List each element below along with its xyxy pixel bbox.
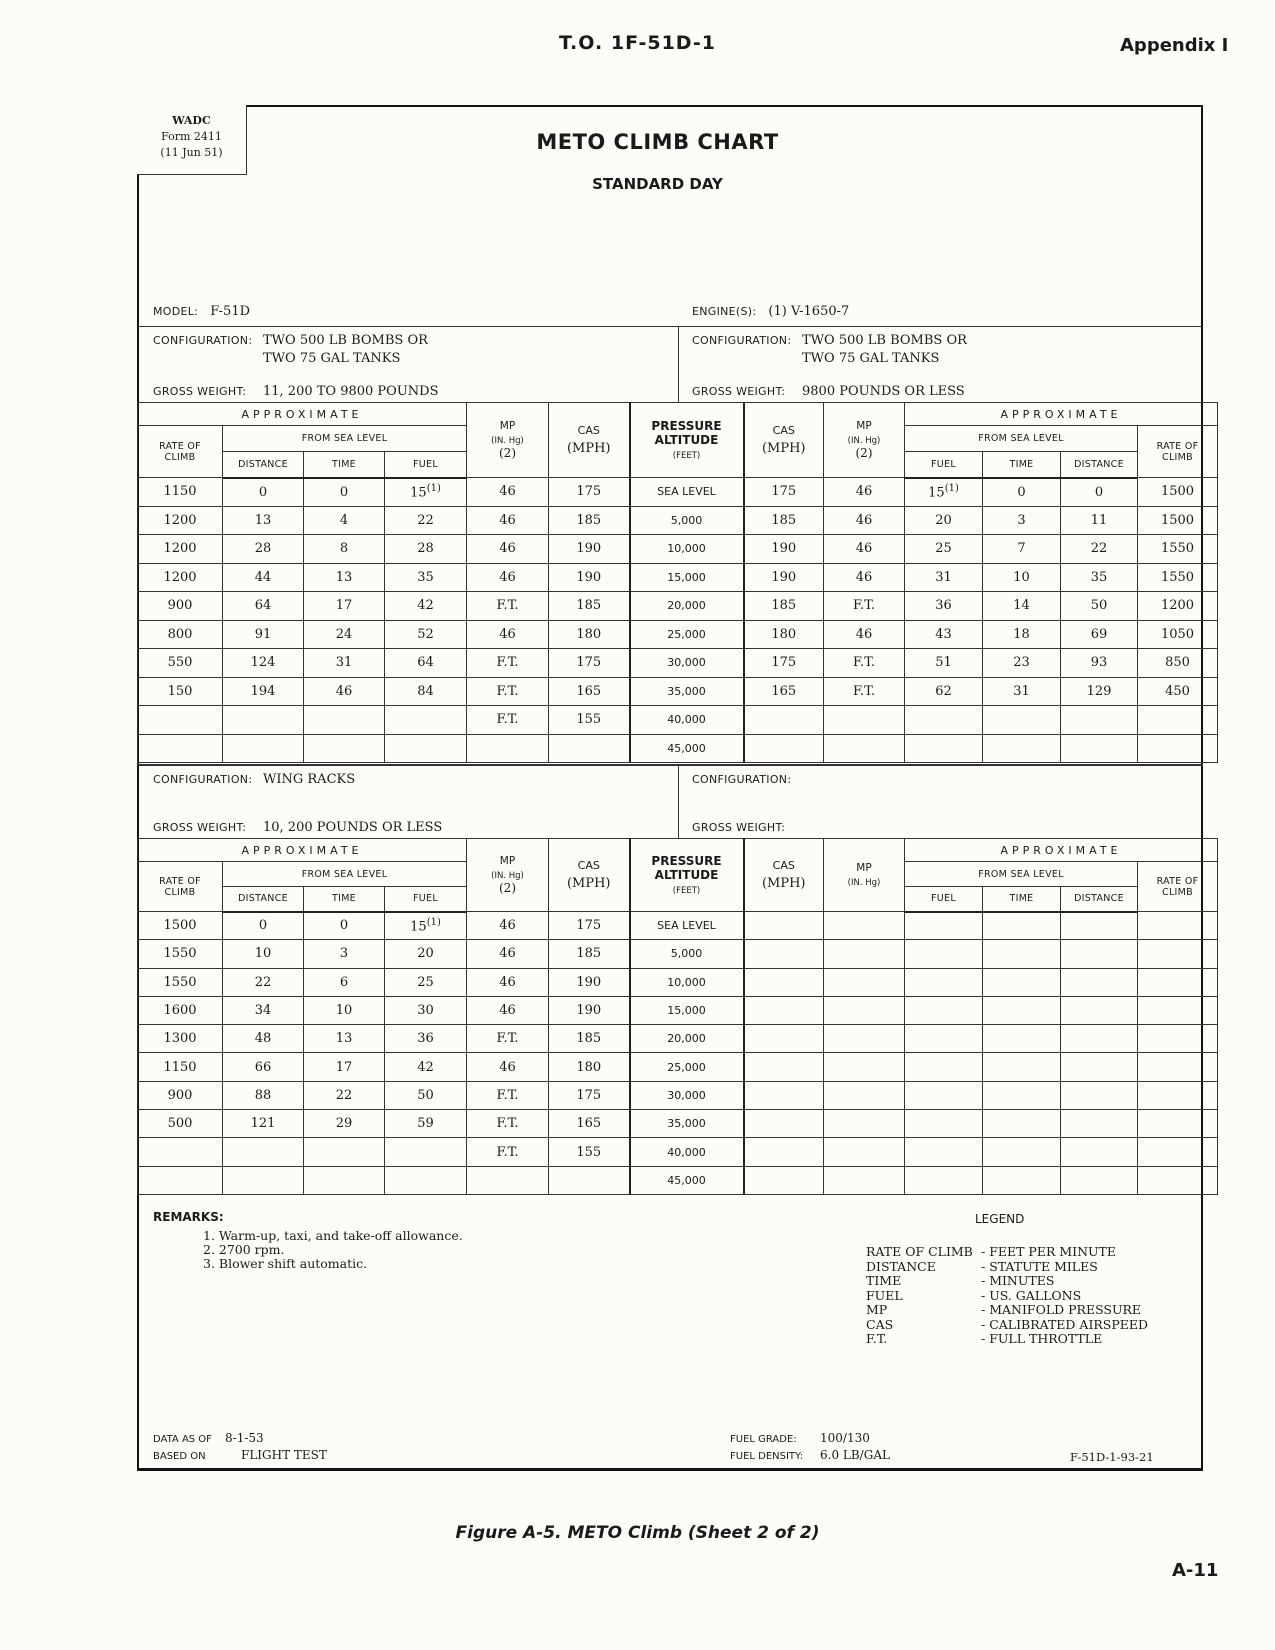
remarks-list	[203, 1229, 463, 1271]
cas-header: CAS (MPH)	[549, 403, 630, 478]
gross-weight-left-1	[153, 382, 439, 400]
document-number: T.O. 1F-51D-1	[558, 32, 717, 54]
form-agency: WADC	[172, 114, 211, 127]
config-right-1	[692, 331, 967, 367]
from-sea-level-header: FROM SEA LEVEL	[223, 426, 467, 452]
climb-table-2	[137, 838, 1218, 1195]
table-body	[138, 912, 1218, 1195]
model-label: MODEL:	[153, 305, 199, 318]
distance-header: DISTANCE	[223, 452, 304, 478]
legend-item: TIME - MINUTES	[866, 1273, 1055, 1288]
legend-item: FUEL - US. GALLONS	[866, 1287, 1082, 1303]
table-row: 1500 0 0 15$^{(1)}$ 46 175 SEA LEVEL	[138, 912, 1218, 940]
remarks-title: REMARKS:	[153, 1210, 224, 1224]
rate-of-climb-header: RATE OF CLIMB	[1138, 862, 1218, 912]
table-row: 500 121 29 59 F.T. 165 35,000	[138, 1110, 1218, 1138]
distance-header: DISTANCE	[1061, 452, 1138, 478]
distance-header: DISTANCE	[1061, 887, 1138, 912]
gross-weight-right-1	[692, 382, 965, 400]
figure-caption: Figure A-5. METO Climb (Sheet 2 of 2)	[455, 1523, 820, 1543]
table-row: 1300 48 13 36 F.T. 185 20,000	[138, 1025, 1218, 1053]
from-sea-level-header: FROM SEA LEVEL	[905, 426, 1138, 452]
approximate-header: APPROXIMATE	[138, 839, 467, 862]
time-header: TIME	[304, 452, 385, 478]
cas-header: CAS (MPH)	[549, 839, 630, 912]
legend-item: DISTANCE - STATUTE MILES	[866, 1258, 1098, 1274]
table-row: 1600 34 10 30 46 190 15,000	[138, 996, 1218, 1024]
configuration-value-2: TWO 75 GAL TANKS	[263, 351, 401, 366]
table-row: 1550 22 6 25 46 190 10,000	[138, 968, 1218, 996]
fuel-header: FUEL	[385, 887, 467, 912]
gross-weight-value: 11, 200 TO 9800 POUNDS	[263, 384, 439, 399]
divider	[678, 764, 679, 838]
configuration-value: TWO 500 LB BOMBS OR	[802, 333, 967, 348]
page-number: A-11	[1172, 1560, 1219, 1581]
from-sea-level-header: FROM SEA LEVEL	[223, 862, 467, 887]
mp-header: MP (IN. Hg) (2)	[467, 403, 549, 478]
mp-header: MP (IN. Hg)	[824, 839, 905, 912]
table-row: 45,000	[138, 1166, 1218, 1194]
table-row: 150 194 46 84 F.T. 165 35,000 165 F.T. 62 31 129 450	[138, 677, 1218, 706]
approximate-header: APPROXIMATE	[905, 839, 1218, 862]
fuel-density-value: 6.0 LB/GAL	[820, 1448, 890, 1462]
divider	[137, 764, 1203, 766]
table-row: 1550 10 3 20 46 185 5,000	[138, 940, 1218, 968]
gross-weight-label: GROSS WEIGHT:	[153, 821, 247, 834]
divider	[678, 326, 679, 402]
chart-subtitle: STANDARD DAY	[592, 175, 723, 193]
figure-code: F-51D-1-93-21	[1070, 1450, 1154, 1464]
form-number: Form 2411	[161, 130, 222, 143]
table-row: F.T. 155 40,000	[138, 1138, 1218, 1166]
table-row: 45,000	[138, 734, 1218, 763]
appendix-label: Appendix I	[1120, 35, 1229, 56]
rate-of-climb-header: RATE OF CLIMB	[1138, 426, 1218, 478]
approximate-header: APPROXIMATE	[905, 403, 1218, 426]
climb-table-1	[137, 402, 1218, 763]
engine-value: (1) V-1650-7	[768, 304, 850, 319]
fuel-header: FUEL	[385, 452, 467, 478]
fuel-density-label: FUEL DENSITY:	[730, 1451, 804, 1462]
rate-of-climb-header: RATE OF CLIMB	[138, 862, 223, 912]
configuration-label: CONFIGURATION:	[692, 773, 792, 786]
fuel-header: FUEL	[905, 887, 983, 912]
config-left-2	[153, 770, 355, 788]
data-as-of-label: DATA AS OF	[153, 1434, 212, 1445]
table-row: F.T. 155 40,000	[138, 706, 1218, 735]
mp-header: MP (IN. Hg) (2)	[824, 403, 905, 478]
legend-list	[866, 1245, 1148, 1347]
form-date: (11 Jun 51)	[160, 146, 223, 159]
legend-item: RATE OF CLIMB - FEET PER MINUTE	[866, 1244, 1117, 1259]
configuration-label: CONFIGURATION:	[692, 334, 792, 347]
legend-item: CAS - CALIBRATED AIRSPEED	[866, 1316, 1149, 1332]
gross-weight-value: 10, 200 POUNDS OR LESS	[263, 820, 443, 835]
gross-weight-right-2	[692, 818, 785, 836]
table-row: 1150 0 0 15$^{(1)}$ 46 175 SEA LEVEL 175 46 15$^{(1)}$ 0 0 1500	[138, 478, 1218, 507]
model-value: F-51D	[210, 304, 251, 319]
remark-item: 3. Blower shift automatic.	[203, 1256, 368, 1271]
table-row: 1200 28 8 28 46 190 10,000 190 46 25 7 22 1550	[138, 535, 1218, 564]
legend-item: F.T. - FULL THROTTLE	[866, 1331, 1103, 1346]
data-as-of-value: 8-1-53	[225, 1431, 264, 1445]
configuration-label: CONFIGURATION:	[153, 773, 253, 786]
config-right-2	[692, 770, 791, 788]
fuel-info	[730, 1430, 890, 1464]
legend-item: MP - MANIFOLD PRESSURE	[866, 1302, 1142, 1317]
table-row: 800 91 24 52 46 180 25,000 180 46 43 18 69 1050	[138, 620, 1218, 649]
time-header: TIME	[304, 887, 385, 912]
table-row: 1150 66 17 42 46 180 25,000	[138, 1053, 1218, 1081]
engine-field	[692, 302, 849, 320]
table-row: 1200 44 13 35 46 190 15,000 190 46 31 10 35 1550	[138, 563, 1218, 592]
time-header: TIME	[983, 452, 1061, 478]
configuration-value-2: TWO 75 GAL TANKS	[802, 351, 940, 366]
pressure-altitude-header: PRESSURE ALTITUDE (FEET)	[630, 403, 744, 478]
divider	[137, 326, 1203, 327]
time-header: TIME	[983, 887, 1061, 912]
gross-weight-label: GROSS WEIGHT:	[692, 821, 786, 834]
approximate-header: APPROXIMATE	[138, 403, 467, 426]
table-body	[138, 478, 1218, 763]
table-row: 1200 13 4 22 46 185 5,000 185 46 20 3 11 1500	[138, 506, 1218, 535]
table-row: 550 124 31 64 F.T. 175 30,000 175 F.T. 51 23 93 850	[138, 649, 1218, 678]
data-source	[153, 1430, 327, 1464]
gross-weight-label: GROSS WEIGHT:	[692, 385, 786, 398]
cas-header: CAS (MPH)	[744, 839, 824, 912]
from-sea-level-header: FROM SEA LEVEL	[905, 862, 1138, 887]
rate-of-climb-header: RATE OF CLIMB	[138, 426, 223, 478]
fuel-grade-value: 100/130	[820, 1431, 870, 1445]
config-left-1	[153, 331, 428, 367]
table-row: 900 88 22 50 F.T. 175 30,000	[138, 1081, 1218, 1109]
based-on-value: FLIGHT TEST	[241, 1448, 327, 1462]
engine-label: ENGINE(S):	[692, 305, 757, 318]
based-on-label: BASED ON	[153, 1451, 206, 1462]
gross-weight-value: 9800 POUNDS OR LESS	[802, 384, 965, 399]
gross-weight-label: GROSS WEIGHT:	[153, 385, 247, 398]
gross-weight-left-2	[153, 818, 442, 836]
distance-header: DISTANCE	[223, 887, 304, 912]
configuration-label: CONFIGURATION:	[153, 334, 253, 347]
chart-title: METO CLIMB CHART	[536, 130, 779, 154]
fuel-header: FUEL	[905, 452, 983, 478]
cas-header: CAS (MPH)	[744, 403, 824, 478]
legend-title: LEGEND	[975, 1212, 1025, 1226]
model-field	[153, 302, 250, 320]
pressure-altitude-header: PRESSURE ALTITUDE (FEET)	[630, 839, 744, 912]
table-row: 900 64 17 42 F.T. 185 20,000 185 F.T. 36 14 50 1200	[138, 592, 1218, 621]
mp-header: MP (IN. Hg) (2)	[467, 839, 549, 912]
configuration-value: TWO 500 LB BOMBS OR	[263, 333, 428, 348]
remark-item: 1. Warm-up, taxi, and take-off allowance.	[203, 1228, 463, 1243]
remark-item: 2. 2700 rpm.	[203, 1242, 285, 1257]
configuration-value: WING RACKS	[263, 772, 356, 787]
fuel-grade-label: FUEL GRADE:	[730, 1434, 797, 1445]
